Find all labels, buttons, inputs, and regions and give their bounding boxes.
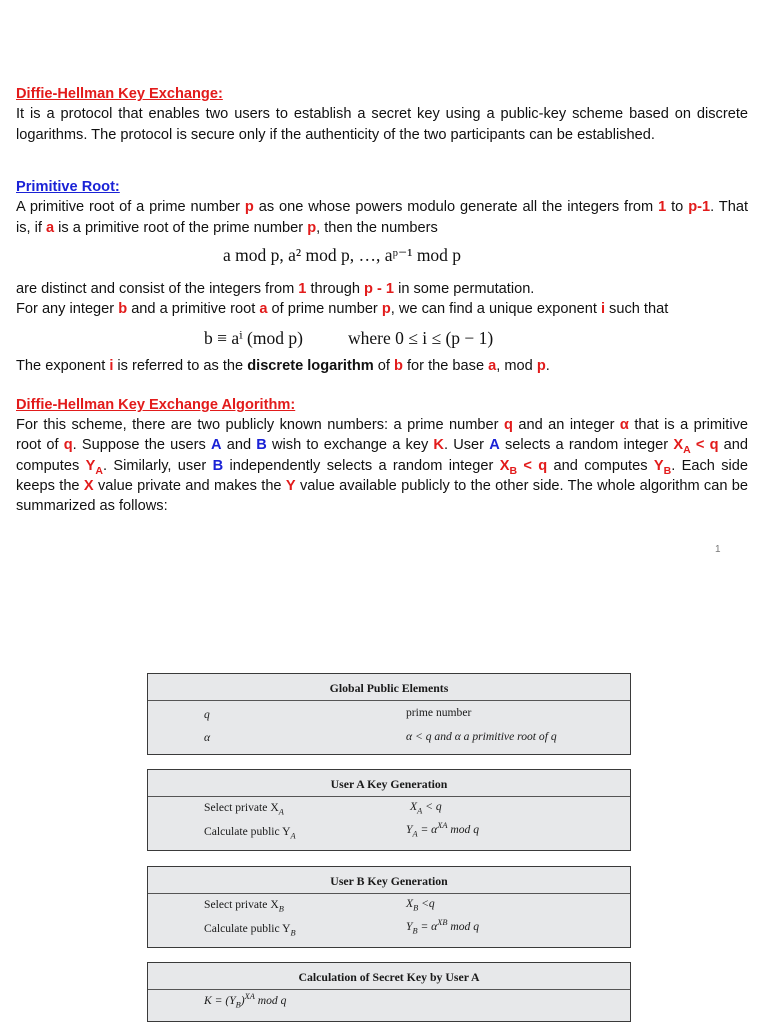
discrete-log-range: where 0 ≤ i ≤ (p − 1): [348, 328, 494, 348]
divider: [148, 700, 630, 701]
paragraph-text: It is a protocol that enables two users to establish a secret key using a public-key scheme based on discrete logarithms. The protocol is secure only if the authenticity of the two participants can be established.: [16, 106, 748, 143]
power-sequence-formula: a mod p, a² mod p, …, aᵖ⁻¹ mod p: [223, 245, 462, 265]
box-title: User A Key Generation: [330, 777, 448, 791]
box-title: Calculation of Secret Key by User A: [298, 970, 480, 984]
primitive-root-paragraph: A primitive root of a prime number p as one whose powers modulo generate all the integers from 1 to p-1. That is, if a is a primitive root of the prime number p, then the numbers: [16, 199, 748, 236]
xb-constraint: $X_B <q$: [406, 897, 435, 913]
global-public-elements-box: [147, 673, 631, 755]
alpha-symbol: α: [204, 731, 211, 744]
discrete-log-definition: The exponent i is referred to as the discrete logarithm of b for the base a, mod p.: [16, 358, 550, 374]
box-title: Global Public Elements: [329, 681, 449, 695]
divider: [148, 796, 630, 797]
section-heading: Primitive Root:: [16, 179, 120, 195]
page-number: 1: [715, 544, 721, 555]
ya-formula: $Y_A = \alpha^{XA}$ mod q: [406, 821, 480, 839]
divider: [148, 989, 630, 990]
discrete-log-formula: b ≡ aⁱ (mod p): [204, 328, 303, 348]
user-a-key-generation-box: [147, 769, 631, 851]
distinct-line: are distinct and consist of the integers from 1 through p - 1 in some permutation.: [16, 281, 535, 297]
calculate-public-ya: Calculate public $Y_A$: [204, 825, 296, 841]
select-private-xa: Select private $X_A$: [204, 801, 284, 817]
primitive-root-heading: [16, 177, 748, 198]
user-b-key-generation-box: [147, 866, 631, 948]
divider: [148, 893, 630, 894]
exponent-line: For any integer b and a primitive root a of prime number p, we can find a unique exponent i such that: [16, 301, 669, 317]
secret-key-formula: $K = (Y_B)^{XA}$ mod q: [204, 992, 287, 1010]
calculate-public-yb: Calculate public $Y_B$: [204, 922, 296, 938]
algorithm-paragraph: For this scheme, there are two publicly known numbers: a prime number q and an integer α that is a primitive root of q. Suppose the users A and B wish to exchange a key K. User A selects a random integer $X_A < q$ and computes $Y_A$. Similarly, user B independently selects a random integer $X_B < q$ and computes $Y_B$. Each side keeps the X value private and makes the Y value available publicly to the other side. The whole algorithm can be summarized as follows:: [16, 417, 749, 515]
xa-constraint: $X_A < q$: [410, 800, 442, 816]
alpha-description: α < q and α a primitive root of q: [406, 730, 557, 743]
section-heading: Diffie-Hellman Key Exchange:: [16, 86, 223, 102]
yb-formula: $Y_B = \alpha^{XB}$ mod q: [406, 918, 480, 936]
dh-intro-paragraph: [16, 104, 748, 145]
q-description: prime number: [406, 706, 472, 719]
section-heading: Diffie-Hellman Key Exchange Algorithm:: [16, 397, 296, 413]
algorithm-heading: [16, 395, 748, 416]
select-private-xb: Select private $X_B$: [204, 898, 284, 914]
dh-heading: [16, 84, 748, 105]
box-title: User B Key Generation: [330, 874, 448, 888]
q-symbol: q: [204, 708, 210, 721]
secret-key-user-a-box: [147, 962, 631, 1022]
